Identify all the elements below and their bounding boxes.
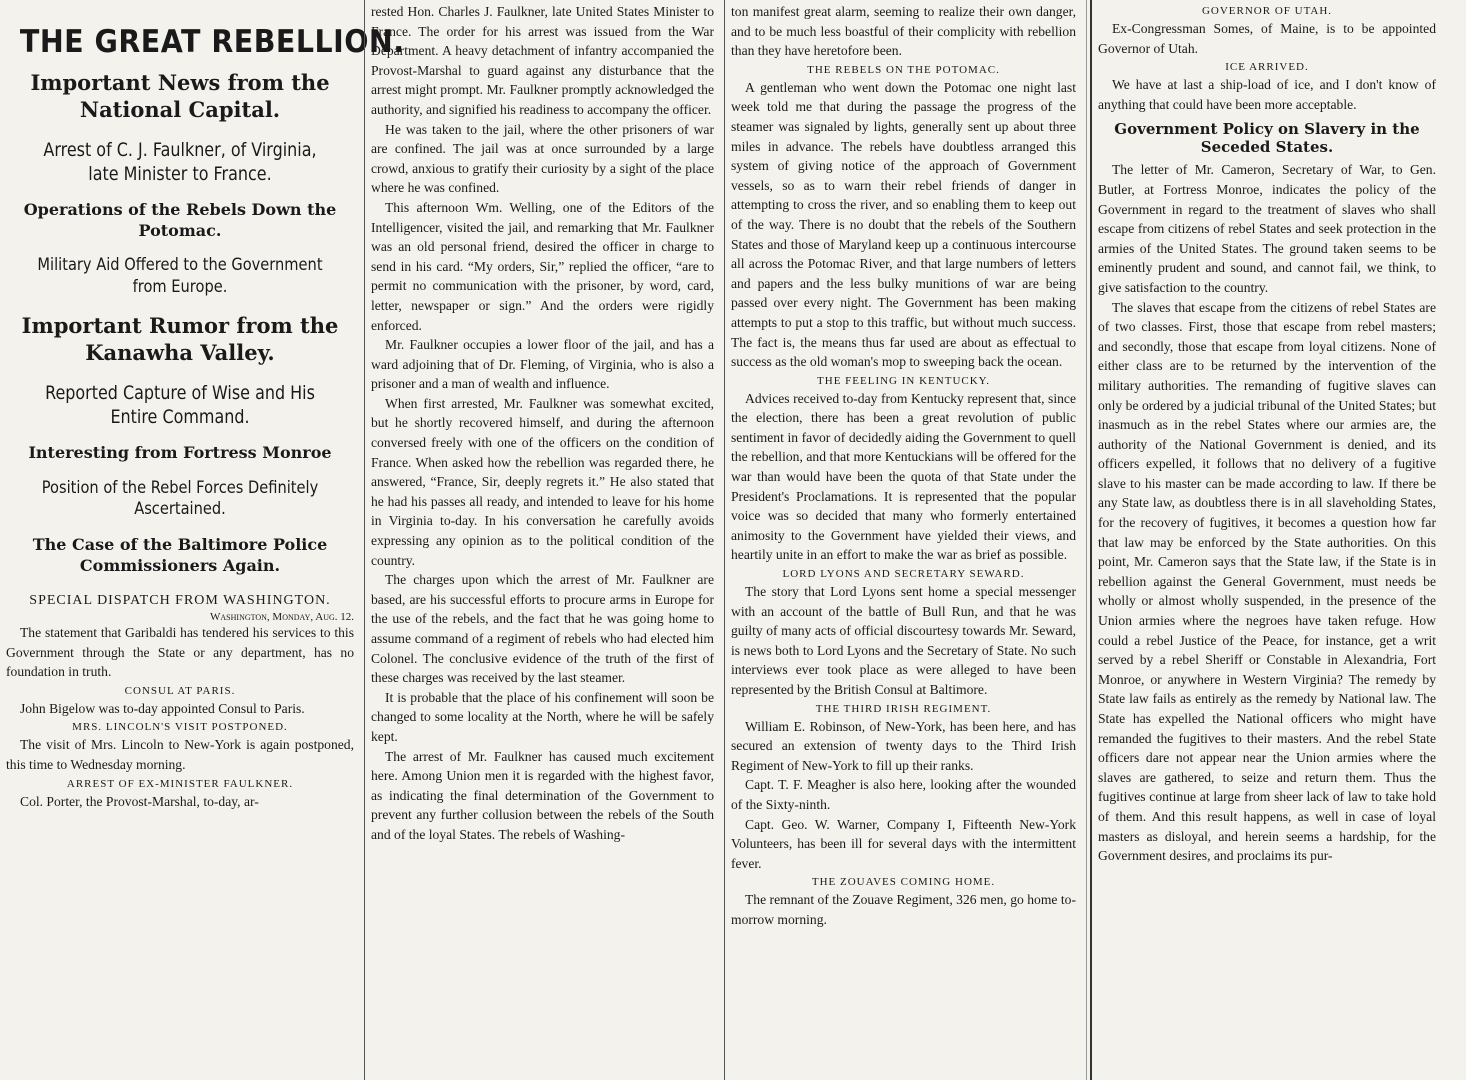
deck-7: Interesting from Fortress Monroe (28, 443, 332, 463)
paragraph: Capt. T. F. Meagher is also here, looking after the wounded of the Sixty-ninth. (731, 777, 1076, 812)
paragraph: The charges upon which the arrest of Mr. Faulkner are based, are his successful efforts to procure arms in Europe for the use of the rebels, and the fact that he was going home to assume command of a regiment of rebels who had elected him Colonel. The conclusive evidence of the truth of the first of these charges was received by the last steamer. (371, 572, 714, 686)
paragraph: The remnant of the Zouave Regiment, 326 men, go home to-morrow morning. (731, 892, 1076, 927)
deck-5: Important Rumor from the Kanawha Valley. (21, 312, 339, 365)
subheading-consul: CONSUL AT PARIS. (124, 684, 236, 697)
subheading-utah: GOVERNOR OF UTAH. (1201, 5, 1333, 17)
column-2 (364, 0, 720, 1080)
paragraph: The story that Lord Lyons sent home a special messenger with an account of the battle of Bull Run, and that he was guilty of many acts of official discourtesy towards Mr. Seward, is news both to Lord Lyons and the Secretary of State. No such interviews ever took place as were alleged to have been represented by the British Consul at Baltimore. (731, 584, 1076, 697)
paragraph: The slaves that escape from the citizens of rebel States are of two classes. First, those that escape from rebel masters; and secondly, those that escape from loyal citizens. None of either class are to be returned by the intervention of the military authorities. The remanding of fugitive slaves can only be ordered by a judicial tribunal of the United States; but inasmuch as in the rebel States where our armies are, the authority of the National Government is denied, and its officers expelled, it follows that no delivery of a fugitive slave to his master can be made according to law. If there be any State law, as doubtless there is in all slaveholding States, for the recovery of fugitives, it becomes a question how far that law may be enforced by the State authorities. On this point, Mr. Cameron says that the State law, if the State is in rebellion against the General Government, must needs be wholly or almost wholly suspended, in the presence of the Union armies where the negroes have taken refuge. How could a rebel Justice of the Peace, for instance, get a writ served by a rebel Sheriff or Constable in Alexandria, Fort Monroe, or anywhere in Western Virginia? The remedy by State law fails as entirely as the remedy by National law. The State has expelled the National officers who might have remanded the fugitives to their masters. And the rebel State officers dare not appear near the Union armies where the slaves are gathered, to seize and return them. Thus the fugitives continue at large from sheer lack of law to take hold of them. And this result happens, as well in case of loyal masters as disloyal, and herein seems a hardship, for the Government desires, and proclaims its pur- (1098, 299, 1436, 864)
paragraph: When first arrested, Mr. Faulkner was somewhat excited, but he shortly recovered himself, and during the afternoon conversed freely with one of the officers on the condition of France. When asked how the rebellion was regarded there, he answered, “France, Sir, deeply regrets it.” He also stated that he had his passes all ready, and intended to leave for his home in Virginia to-day. In his conversation he carefully avoids expressing any opinion as to the political condition of the country. (371, 395, 714, 568)
deck-1: Important News from the National Capital. (30, 70, 330, 122)
paragraph: John Bigelow was to-day appointed Consul to Paris. (20, 700, 305, 716)
paragraph: The statement that Garibaldi has tendered his services to this Government through the State or any department, has no foundation in truth. (6, 625, 354, 680)
slavery-policy-heading: Government Policy on Slavery in the Seceded States. (1114, 120, 1420, 157)
paragraph: A gentleman who went down the Potomac one night last week told me that during the passage the progress of the steamer was signaled by lights, generally sent up about three miles in advance. The rebels have doubtless arranged this system of giving notice of the approach of Government vessels, so as to warn their rebel friends of danger in attempting to cross the river, and so enabling them to keep out of the way. There is no doubt that the rebels of the Southern States and those of Maryland keep up a continuous intercourse all across the Potomac River, and that large numbers of letters and papers and the less bulky munitions of war are being passed over every night. The Government has been making attempts to put a stop to this traffic, but without much success. The fact is, the means thus far used are about as effectual to success as the old woman's mop to sweeping back the ocean. (731, 79, 1076, 370)
paragraph: rested Hon. Charles J. Faulkner, late United States Minister to France. The order for his arrest was issued from the War Department. A heavy detachment of infantry accompanied the Provost-Marshal to guard against any disturbance that the arrest might prompt. Mr. Faulkner promptly acknowledged the authority, and signified his readiness to accompany the officer. (371, 4, 714, 117)
dateline: Washington, Monday, Aug. 12. (210, 611, 354, 624)
paragraph: Advices received to-day from Kentucky represent that, since the election, there has been a great revolution of public sentiment in favor of decidedly aiding the Government to quell the rebellion, and that more Kentuckians will be offered for the war than would have been the quota of that State under the President's Proclamations. It is represented that the popular voice was so decided that many who formerly entertained animosity to the Government have yielded their views, and heartily unite in an effort to make the war as brief as possible. (731, 390, 1076, 563)
subheading-arrest: ARREST OF EX-MINISTER FAULKNER. (66, 777, 294, 790)
deck-8: Position of the Rebel Forces Definitely Ascertained. (41, 477, 319, 520)
paragraph: It is probable that the place of his confinement will soon be changed to some locality at the North, where he will be safely kept. (371, 689, 714, 744)
subheading-potomac: THE REBELS ON THE POTOMAC. (807, 63, 1000, 76)
deck-4: Military Aid Offered to the Government from Europe. (37, 255, 323, 298)
paragraph: The visit of Mrs. Lincoln to New-York is again postponed, this time to Wednesday morning. (6, 737, 354, 773)
subheading-ice: ICE ARRIVED. (1225, 61, 1309, 74)
page-title: THE GREAT REBELLION. (19, 24, 405, 60)
paragraph: The letter of Mr. Cameron, Secretary of War, to Gen. Butler, at Fortress Monroe, indicates the policy of the Government in regard to the treatment of slaves who shall escape from citizens of rebel States and seek protection in the armies of the United States. The ground taken seems to be eminently prudent and sound, and cannot fail, we think, to give satisfaction to the country. (1098, 162, 1436, 295)
paragraph: ton manifest great alarm, seeming to realize their own danger, and to be much less boastful of their complicity with rebellion than they have heretofore been. (731, 4, 1076, 59)
dispatch-heading: SPECIAL DISPATCH FROM WASHINGTON. (29, 593, 331, 609)
paragraph: He was taken to the jail, where the other prisoners of war are confined. The jail was at once surrounded by a large crowd, anxious to gratify their curiosity by a sight of the place where he was confined. (371, 121, 714, 196)
deck-6: Reported Capture of Wise and His Entire Command. (45, 381, 315, 428)
paragraph: William E. Robinson, of New-York, has been here, and has secured an extension of twenty days to the Third Irish Regiment of New-York to fill up their ranks. (731, 718, 1076, 773)
column-1 (0, 0, 405, 1080)
paragraph: We have at last a ship-load of ice, and I don't know of anything that could have been more acceptable. (1098, 77, 1436, 112)
subheading-lincoln: MRS. LINCOLN'S VISIT POSTPONED. (72, 721, 288, 734)
subheading-kentucky: THE FEELING IN KENTUCKY. (817, 374, 990, 387)
paragraph: This afternoon Wm. Welling, one of the Editors of the Intelligencer, visited the jail, and remarking that Mr. Faulkner was an old personal friend, desired the officer in charge to send in his card. “My orders, Sir,” replied the officer, “are to permit no communication with the prisoner, by word, card, letter, newspaper or sign.” And the orders were rigidly enforced. (371, 199, 714, 333)
subheading-zouaves: THE ZOUAVES COMING HOME. (811, 876, 996, 889)
paragraph: Col. Porter, the Provost-Marshal, to-day, ar- (20, 793, 259, 809)
column-4 (1090, 0, 1442, 1080)
column-3 (724, 0, 1082, 1080)
subheading-lyons: LORD LYONS AND SECRETARY SEWARD. (782, 568, 1025, 581)
column-divider (1086, 0, 1087, 1080)
subheading-irish: THE THIRD IRISH REGIMENT. (815, 702, 992, 715)
deck-9: The Case of the Baltimore Police Commissioners Again. (32, 535, 328, 575)
paragraph: The arrest of Mr. Faulkner has caused much excitement here. Among Union men it is regarded with the highest favor, as indicating the final determination of the Government to prevent any further collusion between the rebels of the South and of the loyal States. The rebels of Washing- (371, 748, 714, 842)
deck-2: Arrest of C. J. Faulkner, of Virginia, late Minister to France. (43, 138, 317, 186)
paragraph: Ex-Congressman Somes, of Maine, is to be appointed Governor of Utah. (1098, 21, 1436, 56)
deck-3: Operations of the Rebels Down the Potomac. (23, 200, 337, 240)
paragraph: Capt. Geo. W. Warner, Company I, Fifteenth New-York Volunteers, has been ill for several days with the intermittent fever. (731, 816, 1076, 871)
paragraph: Mr. Faulkner occupies a lower floor of the jail, and has a ward adjoining that of Dr. Fleming, of Virginia, who is also a prisoner and a man of wealth and influence. (371, 337, 714, 392)
